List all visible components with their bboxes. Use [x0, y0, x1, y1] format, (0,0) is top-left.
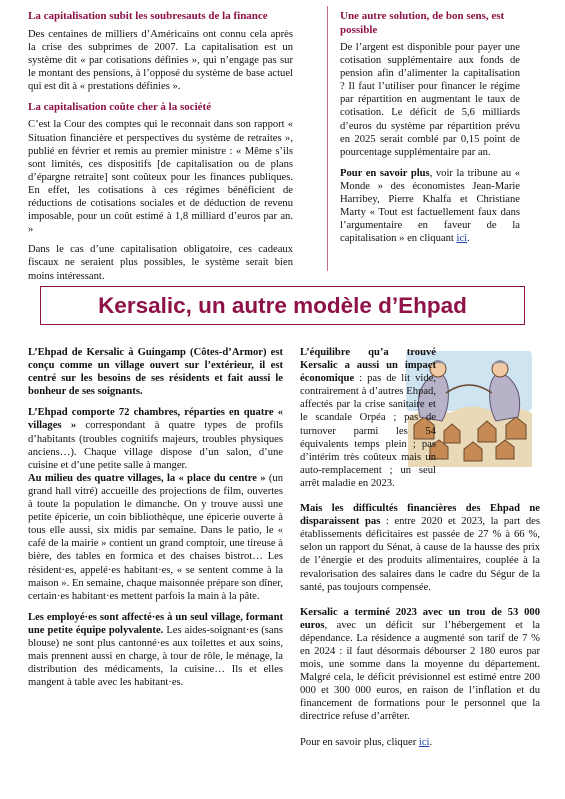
- heading-capitalisation-cost: La capitalisation coûte cher à la société: [28, 100, 212, 113]
- paragraph-cadeaux-fiscaux: Dans le cas d’une capitalisation obligatoire, ces cadeaux fiscaux ne seraient plus possibles, le système serait bien moins intéressant.: [28, 244, 293, 282]
- savoir-plus-text: , voir la tribune au « Monde » des économistes Jean-Marie Harribey, Pierre Khalfa et Christiane Marty « Tout est factuellement faux dans l’argumentaire en faveur de la capitalisation » en cliquant: [340, 167, 521, 245]
- savoir-plus-end: .: [467, 233, 470, 245]
- heading-autre-solution: Une autre solution, de bon sens, est possible: [340, 10, 505, 36]
- bottom-left-column: [28, 346, 283, 689]
- kersalic-link[interactable]: ici: [418, 736, 430, 748]
- tribune-link[interactable]: ici: [456, 233, 468, 245]
- place-centre-bold: Au milieu des quatre villages, la « place du centre »: [28, 472, 266, 484]
- heading-capitalisation-finance: La capitalisation subit les soubresauts de la finance: [28, 10, 268, 22]
- paragraph-subprimes: Des centaines de milliers d’Américains ont connu cela après la crise des subprimes de 2007. La capitalisation est un système dit « par cotisations définies », qui n’engage pas sur le montant des pensions, à l’opposé du système de base actuel qui est dit à « prestations définies ».: [28, 28, 293, 92]
- equilibre-bold: L’équilibre qu’a trouvé Kersalic a aussi un impact économique: [300, 347, 436, 385]
- paragraph-equilibre: [300, 346, 540, 490]
- paragraph-difficultes: [300, 502, 540, 594]
- savoir-plus-bottom-text: Pour en savoir plus, cliquer: [300, 736, 419, 748]
- paragraph-repartition: De l’argent est disponible pour payer une cotisation supplémentaire aux fonds de pension afin d’alimenter la capitalisation ? Il faut l’utiliser pour financer le régime par répartition en augmentant le taux de cotisation. Le déficit de 5,6 milliards d’euros du système par répartition prévu en 2025 serait comblé par 0,15 point de pourcentage supplémentaire par an.: [340, 42, 520, 158]
- chambres-text: correspondant à quatre types de profils d’habitants (troubles cognitifs majeurs, troubles physiques anciens…). Chaque village dispose d’un salon, d’une cuisine et d’une petite salle à manger.: [28, 420, 283, 471]
- employes-bold: Les employé·es sont affecté·es à un seul village, formant une petite équipe polyvalente.: [28, 611, 283, 636]
- trou-text: , avec un déficit sur l’hébergement et la dépendance. La résidence a augmenté son tarif de 7 % en 2024 : il faut désormais débourser 2 180 euros par mois, une somme dans la moyenne du département. Malgré cela, le déficit prévisionnel est estimé entre 200 000 et 300 000 euros, en raison de l’inflation et du financement de formations pour le personnel que la directrice refuse d’arrêter.: [300, 619, 540, 723]
- paragraph-chambres: [28, 406, 283, 471]
- equilibre-text: : pas de lit vide, contrairement à d’autres Ehpad, affectés par la crise sanitaire et le scandale Orpéa ; pas de turnover parmi les 54 équivalents temps plein ; pas d’intérim très coûteux mais un auto-remplacement ; un seul arrêt maladie en 2023.: [300, 373, 436, 489]
- paragraph-place-du-centre: [28, 472, 283, 603]
- paragraph-savoir-plus-bottom: [300, 736, 540, 749]
- section-banner: [40, 286, 525, 325]
- chambres-bold: L’Ehpad comporte 72 chambres, réparties en quatre « villages »: [28, 407, 283, 432]
- trou-bold: Kersalic a terminé 2023 avec un trou de 53 000 euros: [300, 606, 540, 631]
- difficultes-bold: Mais les difficultés financières des Ehpad ne disparaissent pas: [300, 503, 540, 528]
- banner-title: Kersalic, un autre modèle d’Ehpad: [98, 293, 467, 318]
- savoir-plus-bottom-end: .: [429, 736, 433, 748]
- kersalic-intro: L’Ehpad de Kersalic à Guingamp (Côtes-d’Armor) est conçu comme un village ouvert sur l’extérieur, il est centré sur les besoins de ses résidents et fait aussi le bonheur de ses soignants.: [28, 347, 283, 398]
- difficultes-text: : entre 2020 et 2023, la part des établissements déficitaires est passée de 27 % à 66 %, selon un rapport du Sénat, à cause de la hausse des prix de l’énergie et des produits alimentaires, couplée à la revalorisation des salaires dans le cadre du Ségur de la santé, pas toujours compensée.: [300, 516, 540, 593]
- paragraph-employes: [28, 611, 283, 690]
- paragraph-en-savoir-plus: [340, 167, 520, 246]
- place-centre-text: (un grand hall vitré) accueille des projections de film, ouvertes à toute la population le dimanche. On y trouve aussi une petite épicerie, un coin bibliothèque, une épicerie ouverte à tous elle aussi, six midis par semaine. Dans le patio, le « café de la mairie » contient un grand comptoir, une tireuse à bière, des tables en formica et des chaises bistrot… Les résident·es, appelé·es habitant·es, « se sentent comme à la maison ». En semaine, chaque maisonnée prépare son dîner, certain·es habitant·es mettent parfois la main à la pâte.: [28, 472, 283, 602]
- savoir-plus-bold: Pour en savoir plus: [340, 167, 430, 179]
- top-right-column: [340, 10, 520, 245]
- employes-text: Les aides-soignant·es (sans blouse) ne sont plus cantonné·es aux toilettes et aux soins, mais prennent aussi en charge, à tour de rôle, le ménage, la distribution des médicaments, la cuisine… Ils et elles mangent à table avec les habitant·es.: [28, 624, 283, 689]
- top-left-column: [28, 10, 293, 283]
- column-divider: [327, 6, 328, 271]
- paragraph-cour-des-comptes: C’est la Cour des comptes qui le reconnait dans son rapport « Situation financière et perspectives du système de retraites », publié en février et remis au premier ministre : « Même s’ils sont limités, ces dispositifs [de capitalisation ou de plans d’épargne retraite] sont coûteux pour les finances publiques. En effet, les cotisations à ces régimes bénéficient de réductions de cotisations sociales et de déduction de revenu imposable, pour un coût estimé à 1,8 milliard d’euros par an. »: [28, 119, 293, 236]
- bottom-right-column: [300, 346, 540, 749]
- paragraph-trou-53000: [300, 606, 540, 724]
